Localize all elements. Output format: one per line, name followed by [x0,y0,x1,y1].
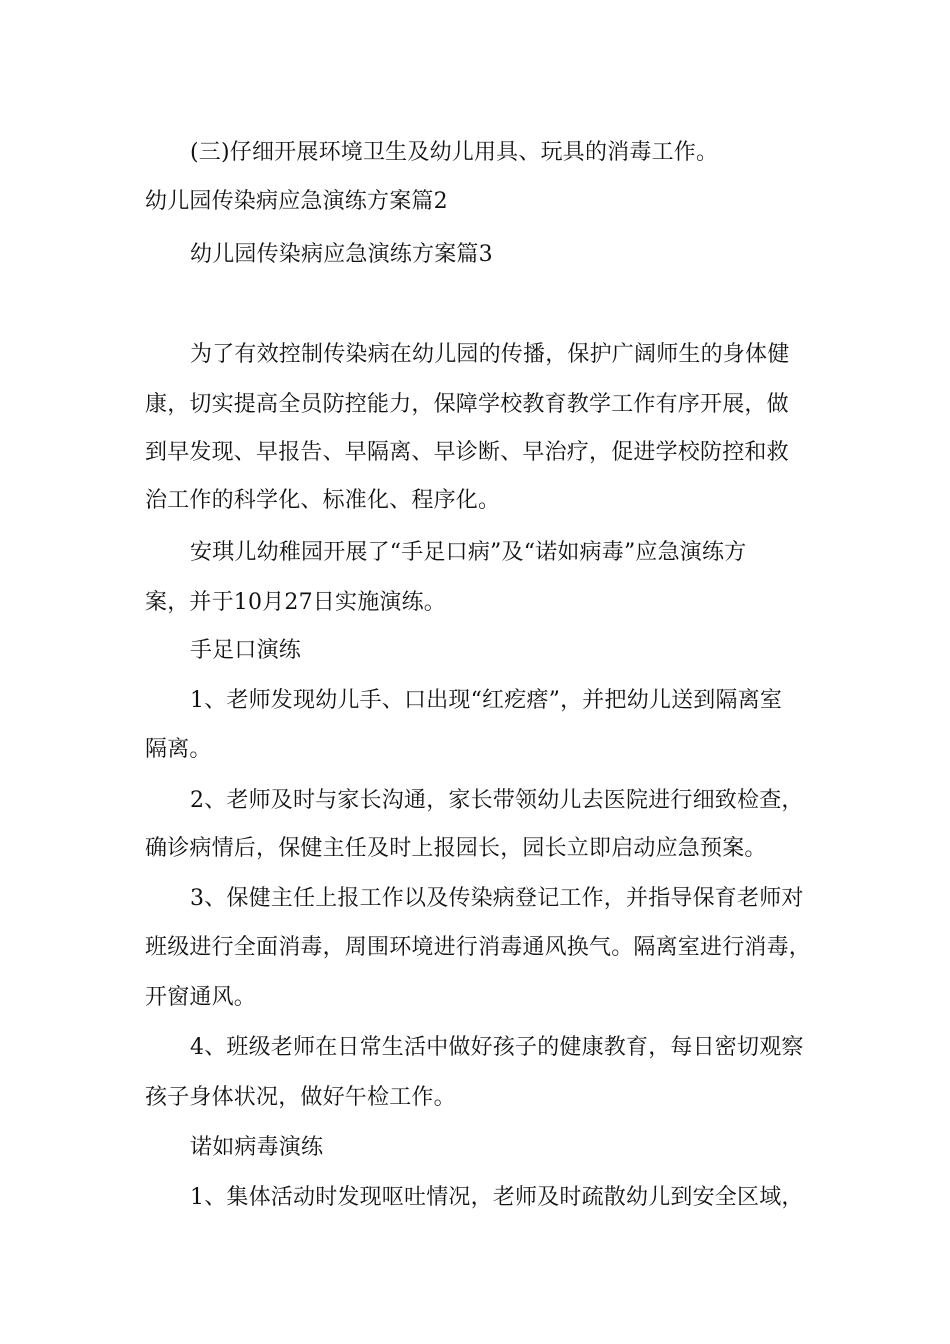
text-line: (三)仔细开展环境卫生及幼儿用具、玩具的消毒工作。 [190,140,719,165]
text-line: 安琪儿幼稚园开展了“手足口病”及“诺如病毒”应急演练方 [190,540,747,565]
text-line: 3、保健主任上报工作以及传染病登记工作，并指导保育老师对 [190,886,804,911]
section-heading: 幼儿园传染病应急演练方案篇3 [190,242,493,267]
text-line: 4、班级老师在日常生活中做好孩子的健康教育，每日密切观察 [190,1035,804,1060]
text-line: 确诊病情后，保健主任及时上报园长，园长立即启动应急预案。 [145,836,767,861]
text-line: 1、老师发现幼儿手、口出现“红疙瘩”，并把幼儿送到隔离室 [190,688,783,713]
text-line: 开窗通风。 [145,985,257,1010]
text-line: 为了有效控制传染病在幼儿园的传播，保护广阔师生的身体健 [190,342,790,367]
text-line: 1、集体活动时发现呕吐情况，老师及时疏散幼儿到安全区域， [190,1185,804,1210]
text-line: 孩子身体状况，做好午检工作。 [145,1085,456,1110]
text-line: 到早发现、早报告、早隔离、早诊断、早治疗，促进学校防控和救 [145,440,789,465]
text-line: 隔离。 [145,737,212,762]
subheading: 手足口演练 [190,638,302,663]
text-line: 班级进行全面消毒，周围环境进行消毒通风换气。隔离室进行消毒， [145,935,812,960]
text-line: 2、老师及时与家长沟通，家长带领幼儿去医院进行细致检查， [190,788,804,813]
text-line: 治工作的科学化、标准化、程序化。 [145,488,501,513]
text-line: 康，切实提高全员防控能力，保障学校教育教学工作有序开展，做 [145,392,789,417]
text-line: 案，并于10月27日实施演练。 [145,590,446,615]
section-heading: 幼儿园传染病应急演练方案篇2 [145,189,448,214]
subheading: 诺如病毒演练 [190,1135,324,1160]
